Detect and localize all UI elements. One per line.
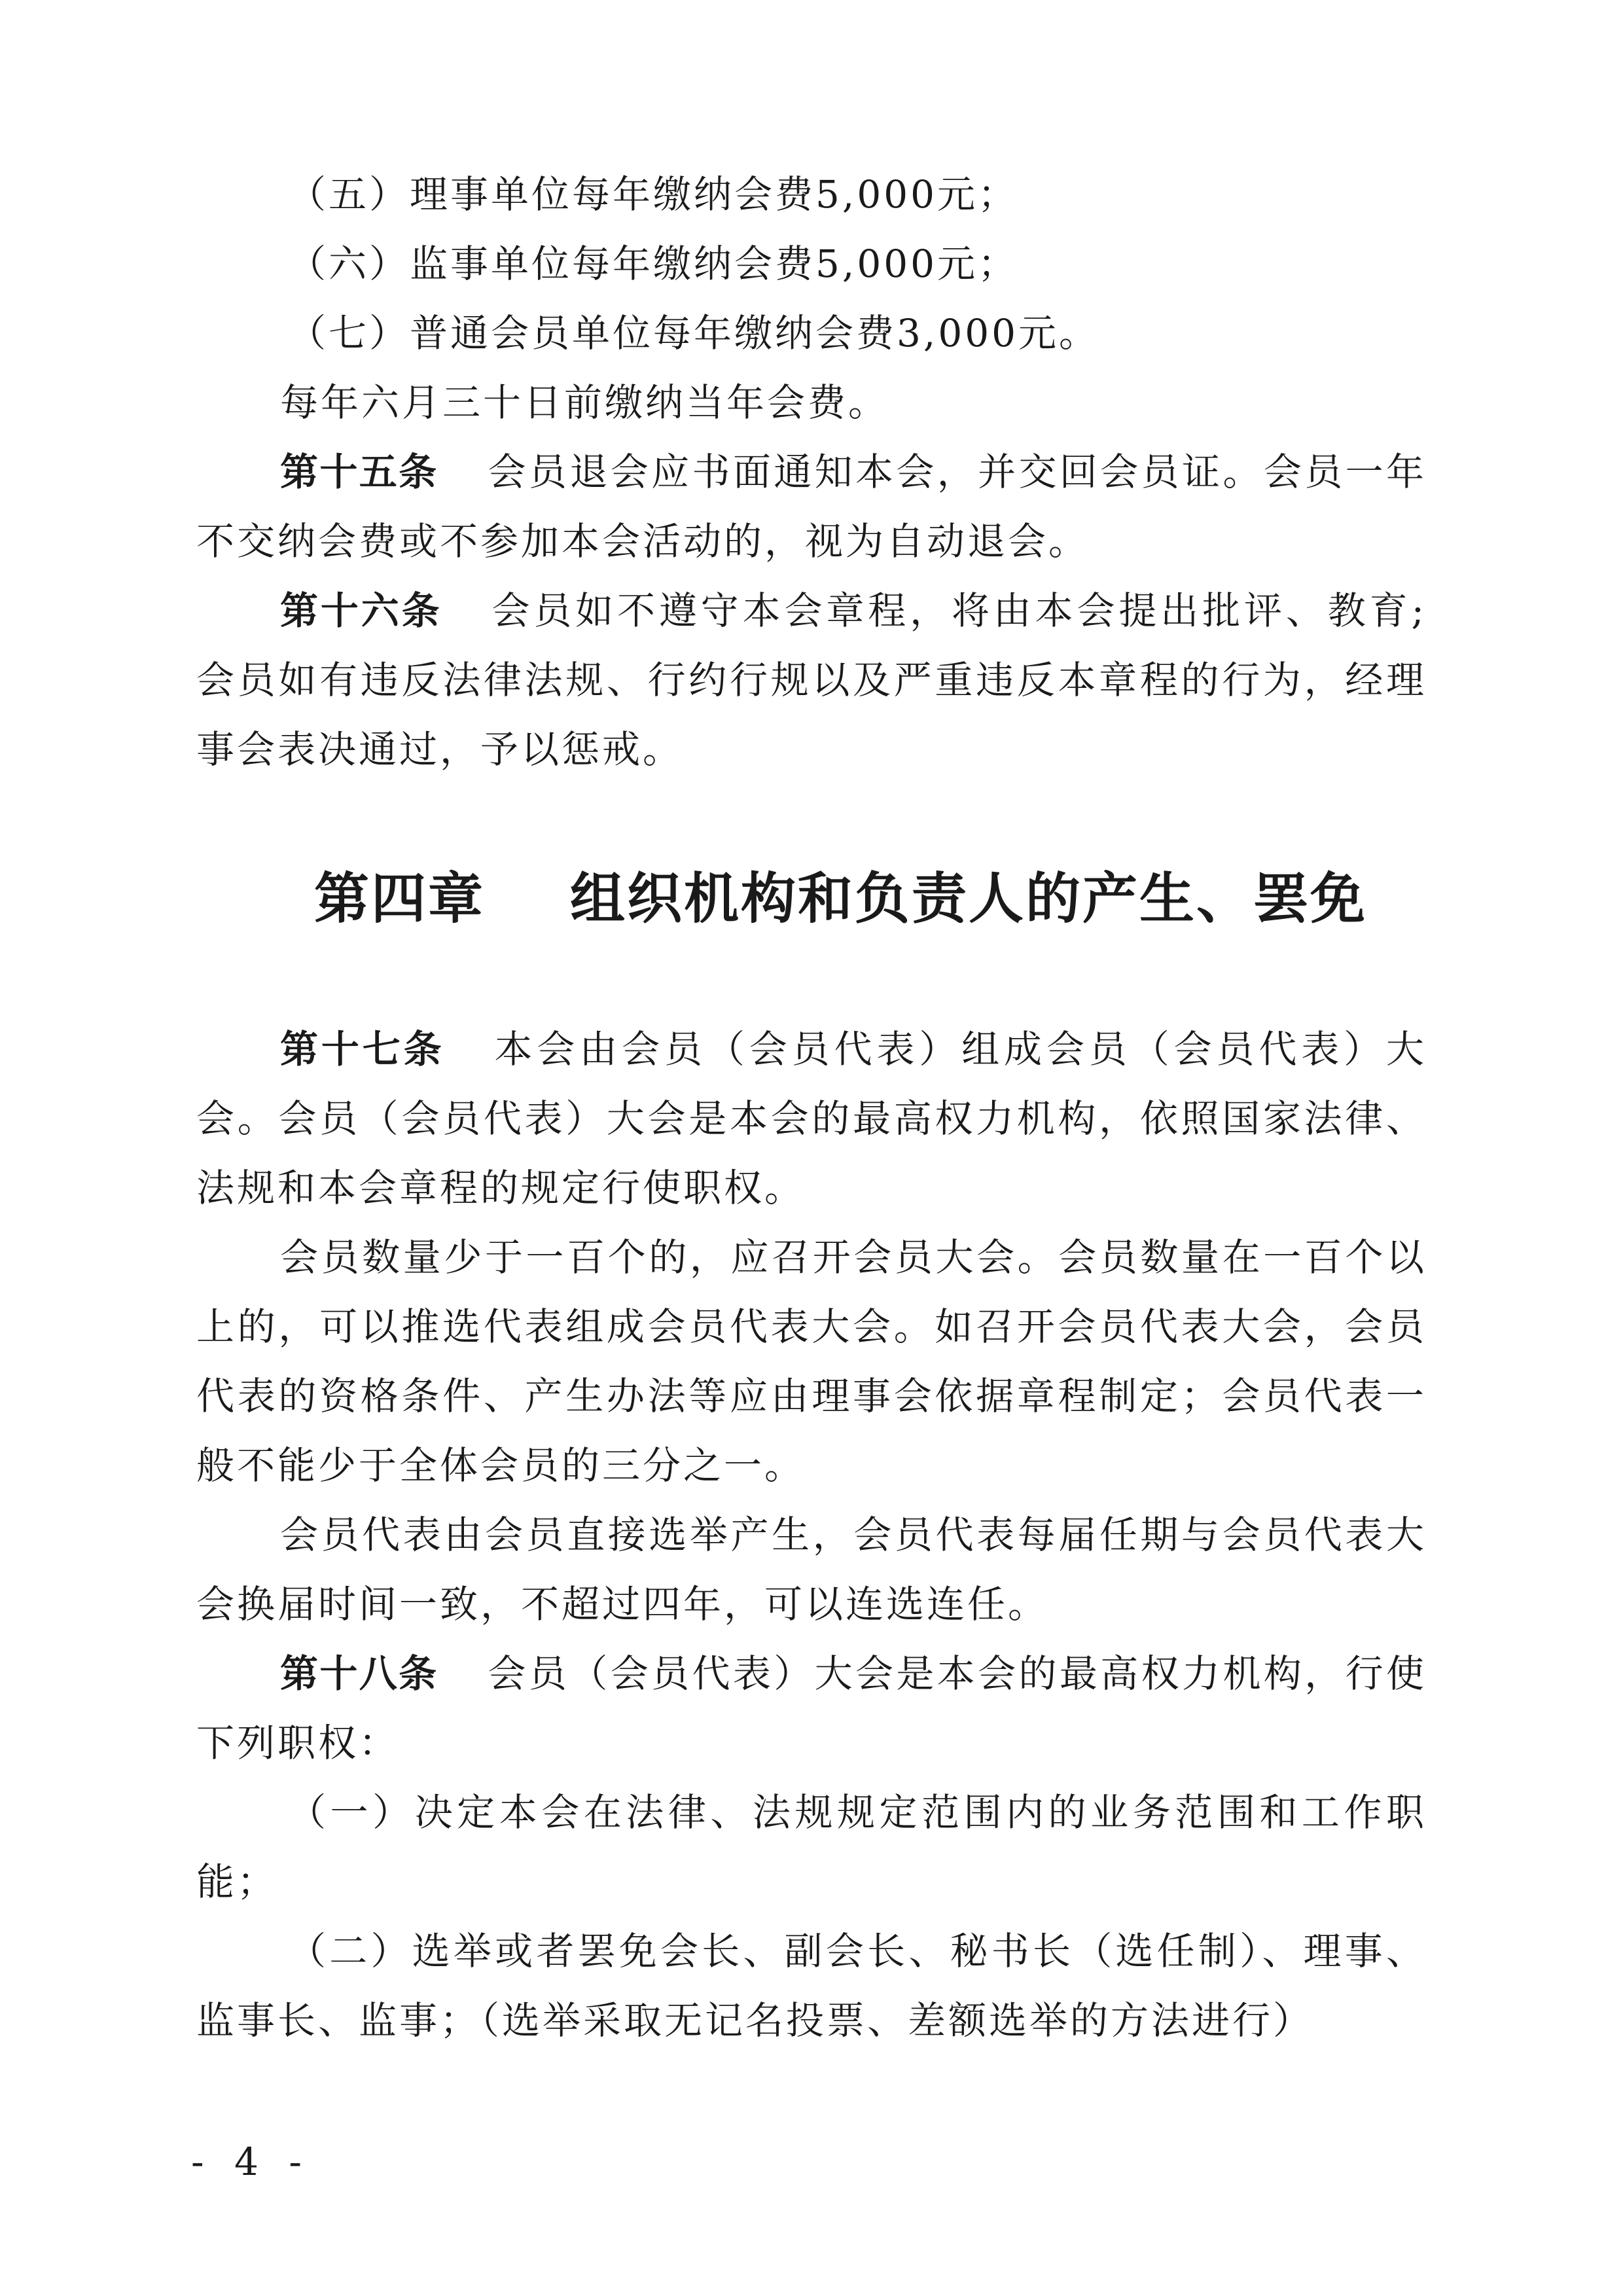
article-17 bbox=[196, 1014, 1427, 1223]
fee-deadline: 每年六月三十日前缴纳当年会费。 bbox=[280, 380, 889, 425]
fee-item-5: （五）理事单位每年缴纳会费5,000元； bbox=[288, 172, 1019, 217]
article-16-label: 第十六条 bbox=[280, 588, 442, 633]
article-17-text: 本会由会员（会员代表）组成会员（会员代表）大会。会员（会员代表）大会是本会的最高权力机构，依照国家法律、法规和本会章程的规定行使职权。 bbox=[196, 1027, 1427, 1210]
article-18-item-1: （一）决定本会在法律、法规规定范围内的业务范围和工作职能； bbox=[196, 1790, 1427, 1904]
chapter-title: 组织机构和负责人的产生、罢免 bbox=[570, 867, 1368, 931]
article-16 bbox=[196, 576, 1427, 784]
fee-item-7: （七）普通会员单位每年缴纳会费3,000元。 bbox=[288, 311, 1100, 355]
article-17-para-3: 会员代表由会员直接选举产生，会员代表每届任期与会员代表大会换届时间一致，不超过四年，可以连选连任。 bbox=[196, 1513, 1427, 1626]
article-17-label: 第十七条 bbox=[280, 1027, 445, 1071]
article-15-label: 第十五条 bbox=[280, 450, 438, 494]
article-15-text: 会员退会应书面通知本会，并交回会员证。会员一年不交纳会费或不参加本会活动的，视为自动退会。 bbox=[196, 450, 1427, 564]
fee-item-6: （六）监事单位每年缴纳会费5,000元； bbox=[288, 242, 1019, 286]
article-18-label: 第十八条 bbox=[280, 1651, 438, 1696]
article-18-text: 会员（会员代表）大会是本会的最高权力机构，行使下列职权： bbox=[196, 1651, 1427, 1765]
chapter-number: 第四章 bbox=[314, 867, 486, 931]
article-15 bbox=[196, 437, 1427, 576]
article-18 bbox=[196, 1639, 1427, 1778]
chapter-heading bbox=[314, 863, 1492, 935]
article-17-para-2: 会员数量少于一百个的，应召开会员大会。会员数量在一百个以上的，可以推选代表组成会员代表大会。如召开会员代表大会，会员代表的资格条件、产生办法等应由理事会依据章程制定；会员代表一般不能少于全体会员的三分之一。 bbox=[196, 1235, 1427, 1488]
article-18-item-2: （二）选举或者罢免会长、副会长、秘书长（选任制）、理事、监事长、监事；（选举采取无记名投票、差额选举的方法进行） bbox=[196, 1929, 1427, 2043]
article-16-text: 会员如不遵守本会章程，将由本会提出批评、教育;会员如有违反法律法规、行约行规以及严重违反本章程的行为，经理事会表决通过，予以惩戒。 bbox=[196, 588, 1427, 772]
page-number: - 4 - bbox=[191, 2140, 311, 2184]
